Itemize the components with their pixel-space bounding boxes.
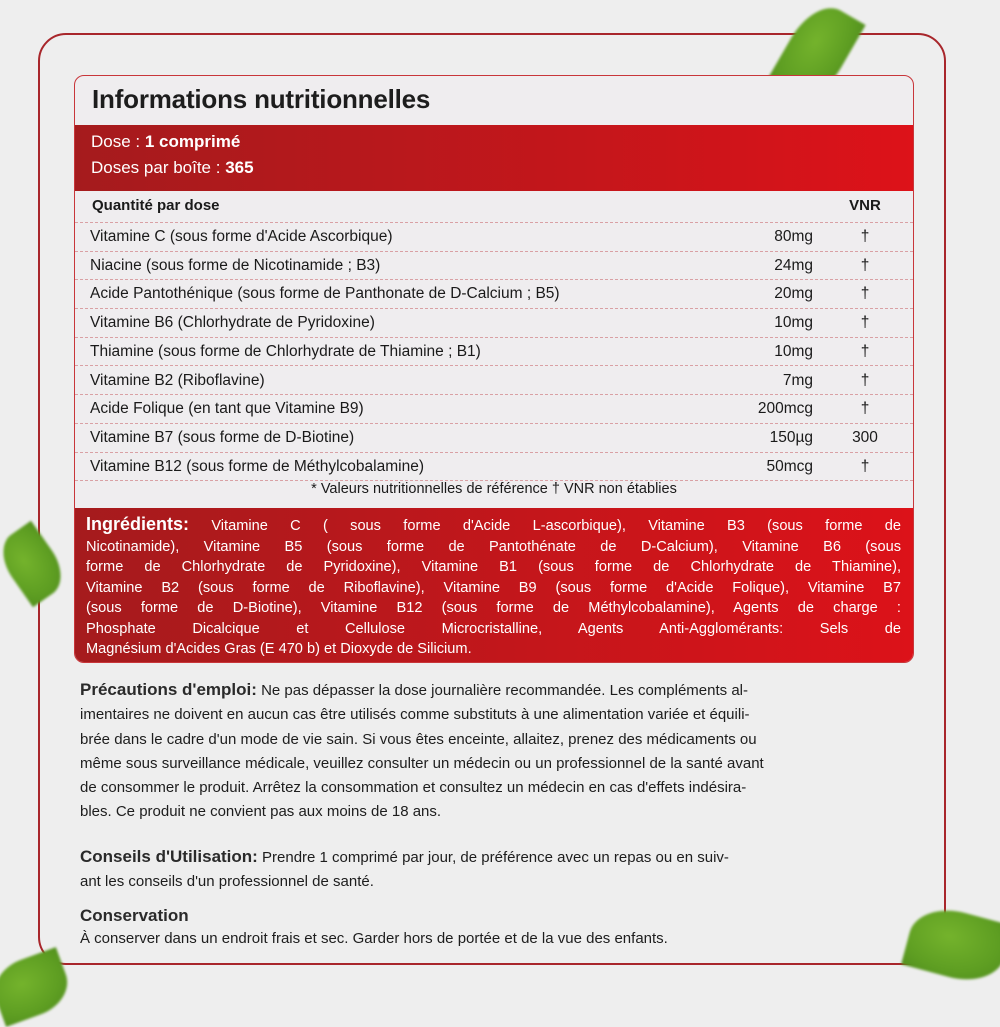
- header-vnr: VNR: [849, 197, 881, 214]
- nutrient-name: Vitamine B12 (sous forme de Méthylcobalamine): [90, 457, 424, 475]
- nutrient-qty: 150µg: [769, 428, 813, 446]
- conseils-line: [80, 845, 880, 870]
- conservation-section: [80, 905, 880, 950]
- conseils-text: Prendre 1 comprimé par jour, de préférence avec un repas ou en suiv-: [257, 849, 729, 866]
- nutrient-qty: 80mg: [774, 228, 813, 245]
- nutrient-vnr: 300: [852, 428, 878, 446]
- ingredients-label: Ingrédients:: [86, 514, 190, 534]
- table-row: [75, 280, 913, 309]
- precautions-label: Précautions d'emploi:: [80, 680, 257, 699]
- nutrient-qty: 7mg: [782, 371, 813, 389]
- conseils-line: ant les conseils d'un professionnel de santé.: [80, 873, 374, 891]
- table-row: [75, 367, 913, 396]
- table-footnote: * Valeurs nutritionnelles de référence † VNR non établies: [311, 481, 677, 497]
- table-row: [75, 395, 913, 424]
- nutrient-qty: 10mg: [774, 342, 813, 360]
- conseils-label: Conseils d'Utilisation:: [80, 847, 258, 866]
- precautions-section: [80, 678, 880, 825]
- nutrient-vnr: †: [860, 457, 870, 475]
- nutrient-name: Vitamine B7 (sous forme de D-Biotine): [90, 428, 355, 446]
- ingredients-box: [75, 508, 913, 663]
- nutrient-name: Thiamine (sous forme de Chlorhydrate de Thiamine ; B1): [90, 342, 481, 360]
- nutrient-vnr: †: [860, 371, 870, 389]
- nutrient-vnr: †: [860, 400, 870, 418]
- ingredients-line: (sous forme de D-Biotine), Vitamine B12 (sous forme de Méthylcobalamine), Agents de charge :: [86, 600, 901, 616]
- nutrient-qty: 10mg: [774, 314, 813, 332]
- dose-value: 1 comprimé: [144, 132, 241, 151]
- table-row: [75, 252, 913, 281]
- precautions-line: bles. Ce produit ne convient pas aux moins de 18 ans.: [80, 803, 442, 821]
- dose-line: [91, 132, 240, 152]
- nutrient-name: Vitamine C (sous forme d'Acide Ascorbique): [90, 228, 393, 245]
- nutrient-name: Vitamine B6 (Chlorhydrate de Pyridoxine): [90, 314, 375, 332]
- ingredients-line: Phosphate Dicalcique et Cellulose Microcristalline, Agents Anti-Agglomérants: Sels de: [86, 620, 901, 637]
- header-quantity: Quantité par dose: [92, 197, 220, 214]
- nutrient-vnr: †: [860, 342, 870, 360]
- nutrient-qty: 50mcg: [766, 457, 813, 475]
- nutrient-qty: 200mcg: [757, 400, 813, 418]
- ingredients-text: Vitamine C ( sous forme d'Acide L-ascorbique), Vitamine B3 (sous forme de: [189, 518, 901, 534]
- dose-label: Dose :: [91, 132, 145, 151]
- doses-per-box-line: [91, 158, 254, 178]
- table-header: [75, 191, 913, 223]
- nutrient-qty: 24mg: [774, 256, 813, 274]
- ingredients-line: forme de Chlorhydrate de Pyridoxine), Vitamine B1 (sous forme de Chlorhydrate de Thiamine),: [86, 559, 901, 575]
- conservation-text: À conserver dans un endroit frais et sec. Garder hors de portée et de la vue des enfants.: [80, 930, 668, 947]
- precautions-line: imentaires ne doivent en aucun cas être utilisés comme substituts à une alimentation variée et équili-: [80, 706, 750, 724]
- nutrient-vnr: †: [860, 228, 870, 245]
- table-row: [75, 338, 913, 367]
- doses-per-box-value: 365: [225, 158, 254, 177]
- page-title: Informations nutritionnelles: [92, 84, 431, 114]
- nutrient-name: Vitamine B2 (Riboflavine): [90, 371, 265, 389]
- dose-band: [75, 125, 913, 191]
- nutrient-name: Niacine (sous forme de Nicotinamide ; B3): [90, 256, 381, 274]
- table-row: [75, 453, 913, 482]
- precautions-line: brée dans le cadre d'un mode de vie sain. Si vous êtes enceinte, allaitez, prenez des médicaments ou: [80, 730, 757, 748]
- table-row: [75, 309, 913, 338]
- ingredients-line: Vitamine B2 (sous forme de Riboflavine), Vitamine B9 (sous forme d'Acide Folique), Vitamine B7: [86, 579, 901, 596]
- conservation-label: Conservation: [80, 906, 189, 925]
- doses-per-box-label: Doses par boîte :: [91, 158, 226, 177]
- ingredients-line: Magnésium d'Acides Gras (E 470 b) et Dioxyde de Silicium.: [86, 641, 472, 657]
- table-row: [75, 424, 913, 453]
- precautions-line: [80, 678, 880, 703]
- nutrient-vnr: †: [860, 314, 870, 332]
- nutrient-vnr: †: [860, 285, 870, 303]
- nutrient-vnr: †: [860, 256, 870, 274]
- table-row: [75, 223, 913, 252]
- conseils-section: [80, 845, 880, 895]
- nutrient-qty: 20mg: [774, 285, 813, 303]
- precautions-text: Ne pas dépasser la dose journalière recommandée. Les compléments al-: [256, 682, 748, 699]
- nutrition-card: [74, 75, 914, 663]
- precautions-line: même sous surveillance médicale, veuillez consulter un médecin ou un professionnel de la santé avant: [80, 754, 764, 772]
- ingredients-line: [86, 514, 901, 537]
- nutrient-name: Acide Folique (en tant que Vitamine B9): [90, 400, 364, 418]
- nutrient-name: Acide Pantothénique (sous forme de Panthonate de D-Calcium ; B5): [90, 285, 560, 303]
- precautions-line: de consommer le produit. Arrêtez la consommation et consultez un médecin en cas d'effets indésira-: [80, 779, 747, 797]
- ingredients-line: Nicotinamide), Vitamine B5 (sous forme de Pantothénate de D-Calcium), Vitamine B6 (sous: [86, 538, 901, 555]
- conservation-heading-line: [80, 905, 880, 928]
